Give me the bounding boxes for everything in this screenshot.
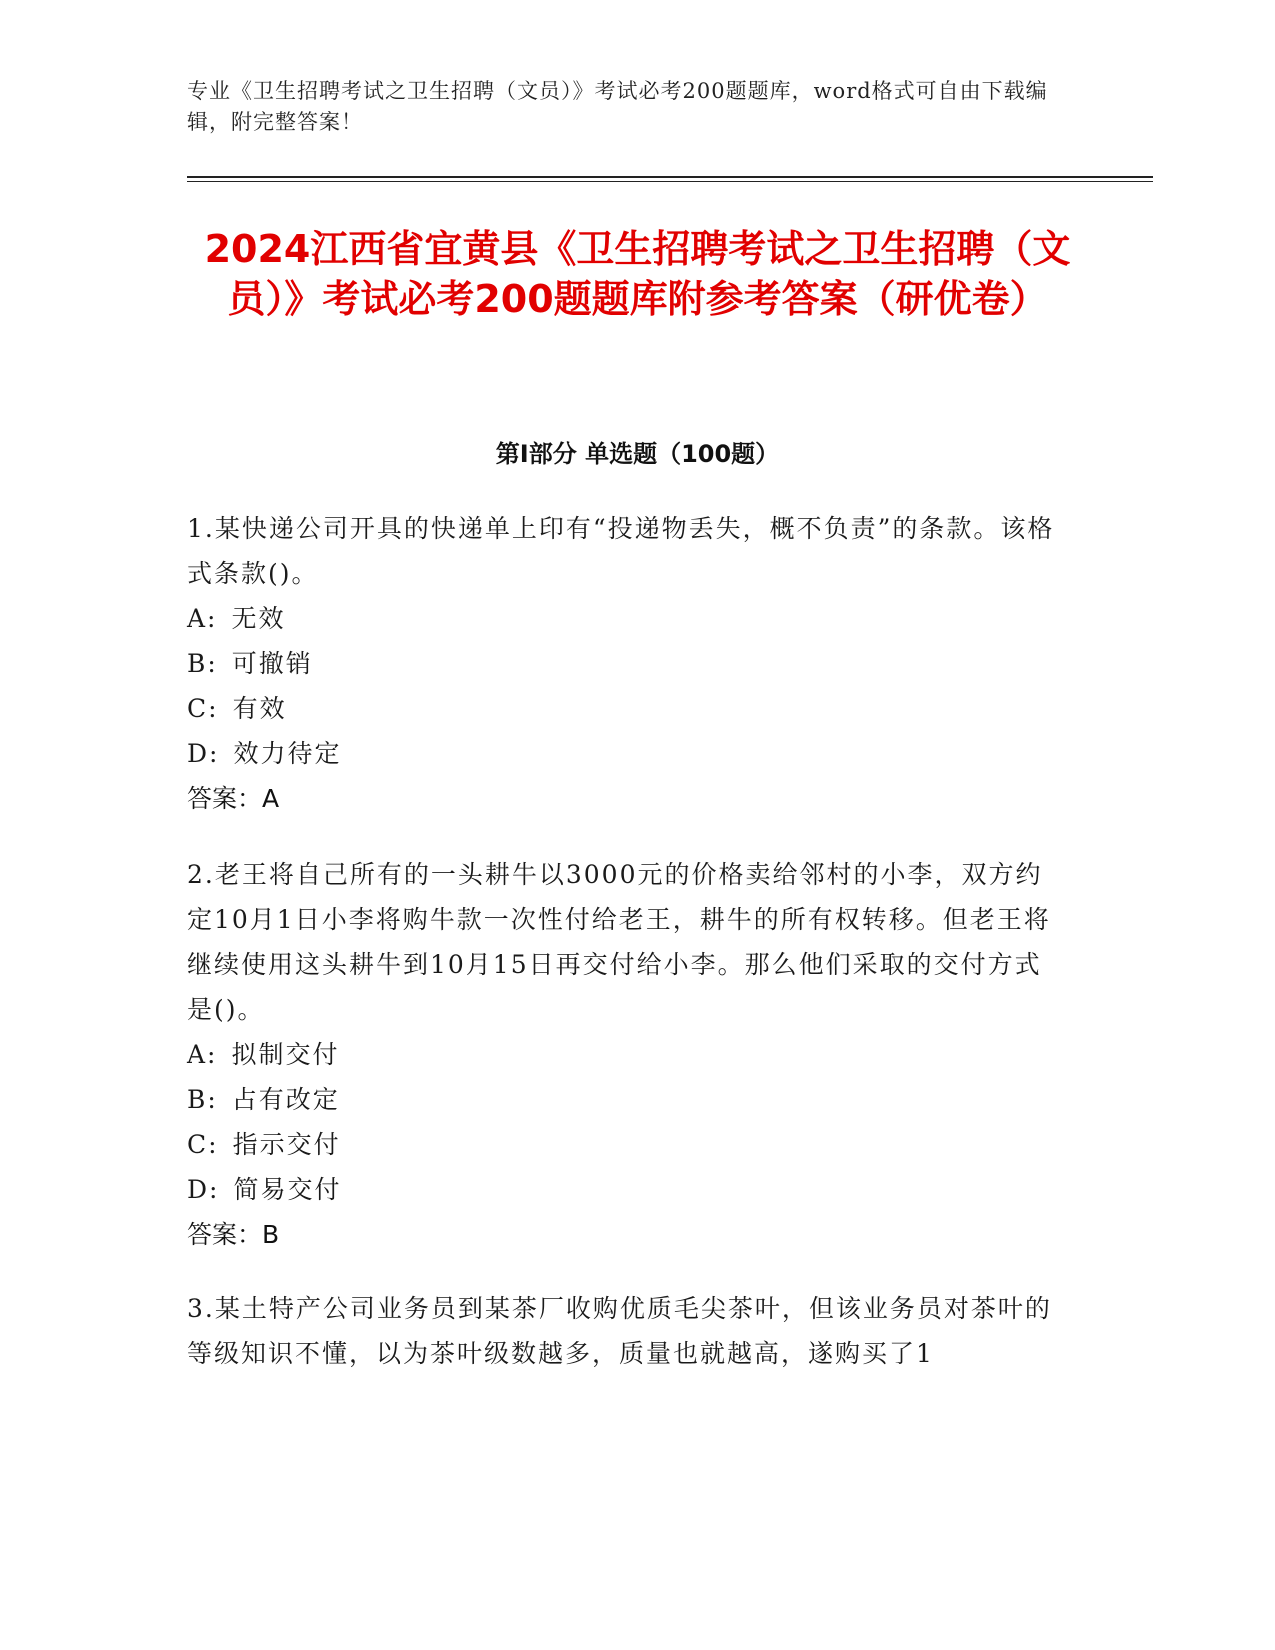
question-1 bbox=[187, 506, 1067, 821]
option-c bbox=[187, 686, 1067, 731]
document-title: 2024江西省宜黄县《卫生招聘考试之卫生招聘（文员）》考试必考200题题库附参考答案（研优卷） bbox=[204, 227, 1071, 321]
question-stem: 1.某快递公司开具的快递单上印有“投递物丢失，概不负责”的条款。该格式条款()。 bbox=[187, 514, 1055, 588]
option-d bbox=[187, 1167, 1067, 1212]
option-text: 有效 bbox=[232, 694, 287, 723]
question-2 bbox=[187, 852, 1067, 1257]
option-label: C: bbox=[187, 694, 219, 723]
option-a bbox=[187, 596, 1067, 641]
option-d bbox=[187, 731, 1067, 776]
option-b bbox=[187, 641, 1067, 686]
section-title: 第I部分 单选题（100题） bbox=[495, 440, 780, 468]
option-a bbox=[187, 1032, 1067, 1077]
question-stem: 2.老王将自己所有的一头耕牛以3000元的价格卖给邻村的小李，双方约定10月1日小李将购牛款一次性付给老王，耕牛的所有权转移。但老王将继续使用这头耕牛到10月15日再交付给小李。那么他们采取的交付方式是()。 bbox=[187, 860, 1051, 1024]
answer-line: 答案：A bbox=[187, 784, 280, 813]
answer-line: 答案：B bbox=[187, 1220, 280, 1249]
header-divider-thick bbox=[187, 176, 1153, 178]
option-text: 指示交付 bbox=[232, 1130, 341, 1159]
option-label: A: bbox=[187, 604, 218, 633]
option-label: D: bbox=[187, 1175, 220, 1204]
option-label: D: bbox=[187, 739, 220, 768]
option-label: C: bbox=[187, 1130, 219, 1159]
option-text: 简易交付 bbox=[233, 1175, 342, 1204]
option-b bbox=[187, 1077, 1067, 1122]
option-text: 占有改定 bbox=[231, 1085, 340, 1114]
option-text: 拟制交付 bbox=[231, 1040, 340, 1069]
option-text: 效力待定 bbox=[233, 739, 342, 768]
option-c bbox=[187, 1122, 1067, 1167]
header-note: 专业《卫生招聘考试之卫生招聘（文员）》考试必考200题题库，word格式可自由下载编辑，附完整答案！ bbox=[187, 79, 1048, 134]
option-label: B: bbox=[187, 1085, 218, 1114]
header-divider-thin bbox=[187, 181, 1153, 182]
question-stem: 3.某土特产公司业务员到某茶厂收购优质毛尖茶叶，但该业务员对茶叶的等级知识不懂，以为茶叶级数越多，质量也就越高，遂购买了1 bbox=[187, 1294, 1052, 1368]
option-label: A: bbox=[187, 1040, 218, 1069]
option-text: 无效 bbox=[231, 604, 286, 633]
question-3 bbox=[187, 1286, 1067, 1376]
option-label: B: bbox=[187, 649, 218, 678]
option-text: 可撤销 bbox=[231, 649, 313, 678]
